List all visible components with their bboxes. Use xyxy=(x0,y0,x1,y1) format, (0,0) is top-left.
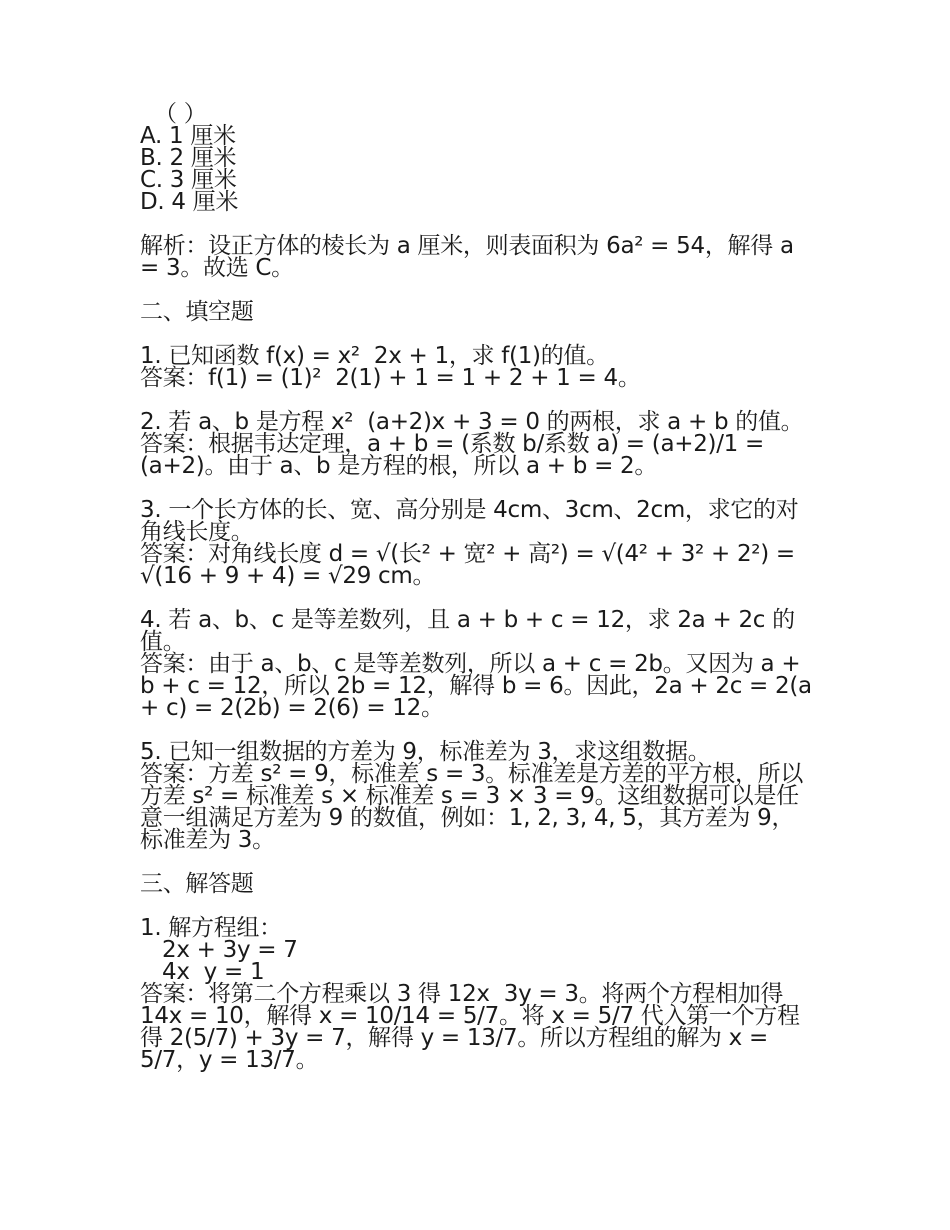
answer-bracket: （ ） xyxy=(154,101,207,127)
fill-answer-2: 答案：根据韦达定理，a + b = (系数 b/系数 a) = (a+2)/1 = (a+2)。由于 a、b 是方程的根，所以 a + b = 2。 xyxy=(140,431,772,479)
option-a: A. 1 厘米 xyxy=(140,123,236,149)
fill-question-2: 2. 若 a、b 是方程 x² (a+2)x + 3 = 0 的两根，求 a + b 的值。 xyxy=(140,409,804,435)
fill-answer-4: 答案：由于 a、b、c 是等差数列，所以 a + c = 2b。又因为 a + b + c = 12，所以 2b = 12，解得 b = 6。因此，2a + 2c = 2(a + c) = 2(2b) = 2(6) = 12。 xyxy=(140,651,819,721)
option-c: C. 3 厘米 xyxy=(140,167,237,193)
fill-question-1: 1. 已知函数 f(x) = x² 2x + 1，求 f(1)的值。 xyxy=(140,343,609,369)
option-d: D. 4 厘米 xyxy=(140,189,239,215)
fill-answer-5: 答案：方差 s² = 9，标准差 s = 3。标准差是方差的平方根，所以方差 s² = 标准差 s × 标准差 s = 3 × 3 = 9。这组数据可以是任意一组满足方差为 9 的数值，例如：1, 2, 3, 4, 5，其方差为 9，标准差为 3。 xyxy=(140,761,804,853)
fill-question-4: 4. 若 a、b、c 是等差数列，且 a + b + c = 12，求 2a + 2c 的值。 xyxy=(140,607,795,655)
fill-question-5: 5. 已知一组数据的方差为 9，标准差为 3，求这组数据。 xyxy=(140,739,711,765)
document-body xyxy=(140,101,819,1073)
section-title-fill-in: 二、填空题 xyxy=(140,299,254,325)
fill-answer-1: 答案：f(1) = (1)² 2(1) + 1 = 1 + 2 + 1 = 4。 xyxy=(140,365,641,391)
section-title-solve: 三、解答题 xyxy=(140,871,254,897)
equation-1: 2x + 3y = 7 xyxy=(162,937,298,963)
fill-answer-3: 答案：对角线长度 d = √(长² + 宽² + 高²) = √(4² + 3² + 2²) = √(16 + 9 + 4) = √29 cm。 xyxy=(140,541,802,589)
equation-2: 4x y = 1 xyxy=(162,959,265,985)
option-b: B. 2 厘米 xyxy=(140,145,237,171)
fill-question-3: 3. 一个长方体的长、宽、高分别是 4cm、3cm、2cm，求它的对角线长度。 xyxy=(140,497,799,545)
solve-answer-1: 答案：将第二个方程乘以 3 得 12x 3y = 3。将两个方程相加得 14x = 10，解得 x = 10/14 = 5/7。将 x = 5/7 代入第一个方程得 2(5/7) + 3y = 7，解得 y = 13/7。所以方程组的解为 x = 5/7，y = 13/7。 xyxy=(140,981,800,1073)
analysis-text: 解析：设正方体的棱长为 a 厘米，则表面积为 6a² = 54，解得 a = 3。故选 C。 xyxy=(140,233,801,281)
solve-question-1: 1. 解方程组： xyxy=(140,915,282,941)
